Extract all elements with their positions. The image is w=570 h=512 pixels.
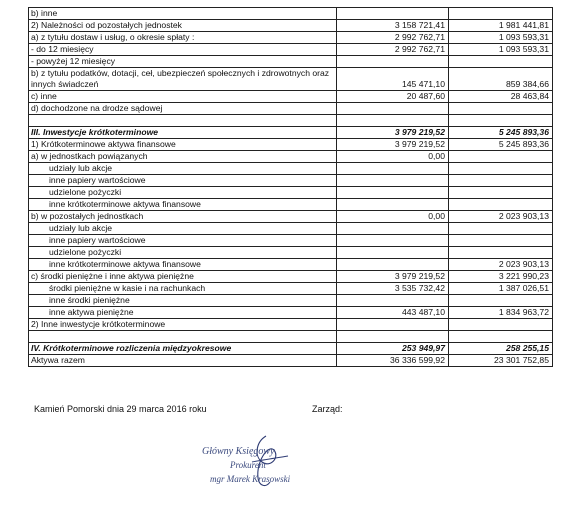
row-label: udziały lub akcje	[29, 163, 337, 175]
balance-sheet	[28, 7, 552, 367]
balance-rows	[29, 8, 553, 367]
value-previous-year: 1 834 963,72	[449, 307, 553, 319]
row-label: środki pieniężne w kasie i na rachunkach	[29, 283, 337, 295]
table-row	[29, 127, 553, 139]
row-label: inne aktywa pieniężne	[29, 307, 337, 319]
table-row	[29, 259, 553, 271]
row-label: b) w pozostałych jednostkach	[29, 211, 337, 223]
value-previous-year	[449, 331, 553, 343]
table-row	[29, 247, 553, 259]
value-previous-year	[449, 175, 553, 187]
value-current-year	[337, 103, 449, 115]
value-current-year	[337, 163, 449, 175]
value-current-year: 20 487,60	[337, 91, 449, 103]
row-label: - powyżej 12 miesięcy	[29, 56, 337, 68]
value-previous-year: 23 301 752,85	[449, 355, 553, 367]
row-label: c) inne	[29, 91, 337, 103]
value-current-year	[337, 199, 449, 211]
table-row	[29, 115, 553, 127]
place-date: Kamień Pomorski dnia 29 marca 2016 roku	[34, 404, 207, 414]
row-label: udzielone pożyczki	[29, 187, 337, 199]
table-row	[29, 307, 553, 319]
table-row	[29, 32, 553, 44]
table-row	[29, 20, 553, 32]
row-label: inne papiery wartościowe	[29, 175, 337, 187]
row-label: 2) Należności od pozostałych jednostek	[29, 20, 337, 32]
value-previous-year: 28 463,84	[449, 91, 553, 103]
value-previous-year: 2 023 903,13	[449, 259, 553, 271]
table-row	[29, 223, 553, 235]
row-label: c) środki pieniężne i inne aktywa pieniężne	[29, 271, 337, 283]
value-previous-year: 5 245 893,36	[449, 139, 553, 151]
table-row	[29, 56, 553, 68]
table-row	[29, 103, 553, 115]
board-signature-label: Zarząd:	[312, 404, 343, 414]
value-current-year	[337, 331, 449, 343]
row-label: b) z tytułu podatków, dotacji, ceł, ubezpieczeń społecznych i zdrowotnych oraz innych świadczeń	[29, 68, 337, 91]
table-row	[29, 163, 553, 175]
value-previous-year: 2 023 903,13	[449, 211, 553, 223]
table-row	[29, 187, 553, 199]
value-previous-year: 1 093 593,31	[449, 44, 553, 56]
value-previous-year: 258 255,15	[449, 343, 553, 355]
table-row	[29, 295, 553, 307]
value-current-year: 0,00	[337, 211, 449, 223]
row-label: b) inne	[29, 8, 337, 20]
table-row	[29, 331, 553, 343]
table-row	[29, 139, 553, 151]
value-previous-year	[449, 187, 553, 199]
value-current-year: 443 487,10	[337, 307, 449, 319]
table-row	[29, 319, 553, 331]
value-current-year	[337, 319, 449, 331]
table-row	[29, 91, 553, 103]
row-label: inne papiery wartościowe	[29, 235, 337, 247]
value-current-year	[337, 187, 449, 199]
value-previous-year	[449, 103, 553, 115]
value-previous-year	[449, 151, 553, 163]
value-current-year	[337, 223, 449, 235]
table-row	[29, 151, 553, 163]
value-current-year	[337, 8, 449, 20]
value-current-year: 36 336 599,92	[337, 355, 449, 367]
value-current-year	[337, 175, 449, 187]
value-current-year: 3 979 219,52	[337, 139, 449, 151]
table-row	[29, 175, 553, 187]
value-current-year: 253 949,97	[337, 343, 449, 355]
value-current-year: 145 471,10	[337, 68, 449, 91]
row-label: inne środki pieniężne	[29, 295, 337, 307]
value-previous-year: 1 981 441,81	[449, 20, 553, 32]
value-previous-year: 5 245 893,36	[449, 127, 553, 139]
table-row	[29, 271, 553, 283]
value-current-year: 3 535 732,42	[337, 283, 449, 295]
row-label: a) w jednostkach powiązanych	[29, 151, 337, 163]
table-row	[29, 355, 553, 367]
stamp-role: Prokurent	[230, 460, 266, 470]
value-previous-year: 859 384,66	[449, 68, 553, 91]
value-previous-year	[449, 295, 553, 307]
value-current-year: 3 158 721,41	[337, 20, 449, 32]
value-previous-year	[449, 235, 553, 247]
value-previous-year	[449, 163, 553, 175]
value-previous-year	[449, 223, 553, 235]
value-previous-year: 1 093 593,31	[449, 32, 553, 44]
row-label: IV. Krótkoterminowe rozliczenia międzyokresowe	[29, 343, 337, 355]
value-current-year	[337, 235, 449, 247]
row-label: - do 12 miesięcy	[29, 44, 337, 56]
table-row	[29, 283, 553, 295]
value-previous-year: 1 387 026,51	[449, 283, 553, 295]
row-label: udziały lub akcje	[29, 223, 337, 235]
value-previous-year	[449, 319, 553, 331]
value-current-year	[337, 247, 449, 259]
value-previous-year	[449, 199, 553, 211]
row-label	[29, 115, 337, 127]
table-row	[29, 343, 553, 355]
row-label: 1) Krótkoterminowe aktywa finansowe	[29, 139, 337, 151]
value-previous-year: 3 221 990,23	[449, 271, 553, 283]
row-label	[29, 331, 337, 343]
value-current-year	[337, 295, 449, 307]
balance-table	[28, 7, 553, 367]
value-current-year	[337, 56, 449, 68]
accountant-stamp	[196, 432, 326, 492]
row-label: III. Inwestycje krótkoterminowe	[29, 127, 337, 139]
row-label: udzielone pożyczki	[29, 247, 337, 259]
value-current-year: 2 992 762,71	[337, 32, 449, 44]
stamp-title: Główny Księgowy	[202, 446, 275, 457]
row-label: 2) Inne inwestycje krótkoterminowe	[29, 319, 337, 331]
stamp-name: mgr Marek Krasowski	[210, 474, 291, 484]
table-row	[29, 68, 553, 91]
table-row	[29, 235, 553, 247]
value-current-year	[337, 115, 449, 127]
table-row	[29, 211, 553, 223]
row-label: inne krótkoterminowe aktywa finansowe	[29, 199, 337, 211]
value-previous-year	[449, 247, 553, 259]
row-label: d) dochodzone na drodze sądowej	[29, 103, 337, 115]
value-current-year: 3 979 219,52	[337, 127, 449, 139]
value-current-year: 2 992 762,71	[337, 44, 449, 56]
value-previous-year	[449, 115, 553, 127]
table-row	[29, 44, 553, 56]
value-current-year: 0,00	[337, 151, 449, 163]
row-label: inne krótkoterminowe aktywa finansowe	[29, 259, 337, 271]
row-label: Aktywa razem	[29, 355, 337, 367]
value-previous-year	[449, 56, 553, 68]
table-row	[29, 8, 553, 20]
value-current-year	[337, 259, 449, 271]
value-current-year: 3 979 219,52	[337, 271, 449, 283]
row-label: a) z tytułu dostaw i usług, o okresie spłaty :	[29, 32, 337, 44]
value-previous-year	[449, 8, 553, 20]
table-row	[29, 199, 553, 211]
